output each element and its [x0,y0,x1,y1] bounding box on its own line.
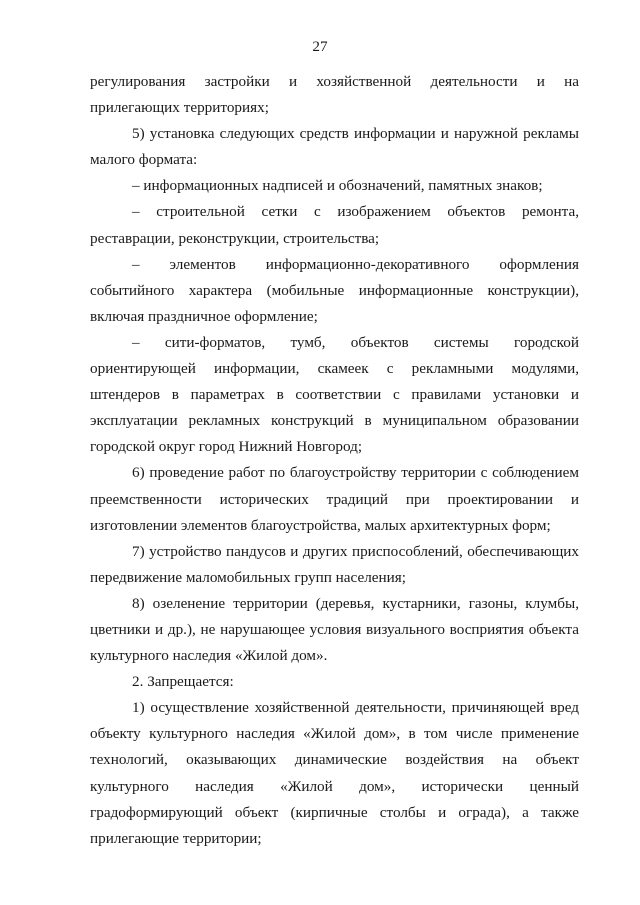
paragraph-p5: 5) установка следующих средств информации и наружной рекламы малого формата: [90,125,579,169]
paragraph-s2p1: 1) осуществление хозяйственной деятельности, причиняющей вред объекту культурного наследия «Жилой дом», в том числе применение технологий, оказывающих динамические воздействия на объект культурного наследия «Жилой дом», исторически ценный градоформирующий объект (кирпичные столбы и ограда), а также прилегающие территории; [90,699,579,847]
paragraph-p5c: – элементов информационно-декоративного оформления событийного характера (мобильные информационные конструкции), включая праздничное оформление; [90,255,579,325]
paragraph-p5a: – информационных надписей и обозначений, памятных знаков; [132,177,543,195]
paragraph-s2: 2. Запрещается: [132,673,234,691]
paragraph-p6: 6) проведение работ по благоустройству территории с соблюдением преемственности исторических традиций при проектировании и изготовлении элементов благоустройства, малых архитектурных форм; [90,464,579,534]
document-body [90,69,579,852]
paragraph-p7: 7) устройство пандусов и других приспособлений, обеспечивающих передвижение маломобильных групп населения; [90,542,579,586]
paragraph-p-cont: регулирования застройки и хозяйственной деятельности и на прилегающих территориях; [90,73,579,117]
paragraph-p8: 8) озеленение территории (деревья, кустарники, газоны, клумбы, цветники и др.), не нарушающее условия визуального восприятия объекта культурного наследия «Жилой дом». [90,594,579,665]
paragraph-p5b: – строительной сетки с изображением объектов ремонта, реставрации, реконструкции, строительства; [90,203,579,247]
page-number: 27 [312,38,328,55]
paragraph-p5d: – сити-форматов, тумб, объектов системы городской ориентирующей информации, скамеек с рекламными модулями, штендеров в параметрах в соответствии с правилами установки и эксплуатации рекламных конструкций в муниципальном образовании городской округ город Нижний Новгород; [90,333,579,456]
